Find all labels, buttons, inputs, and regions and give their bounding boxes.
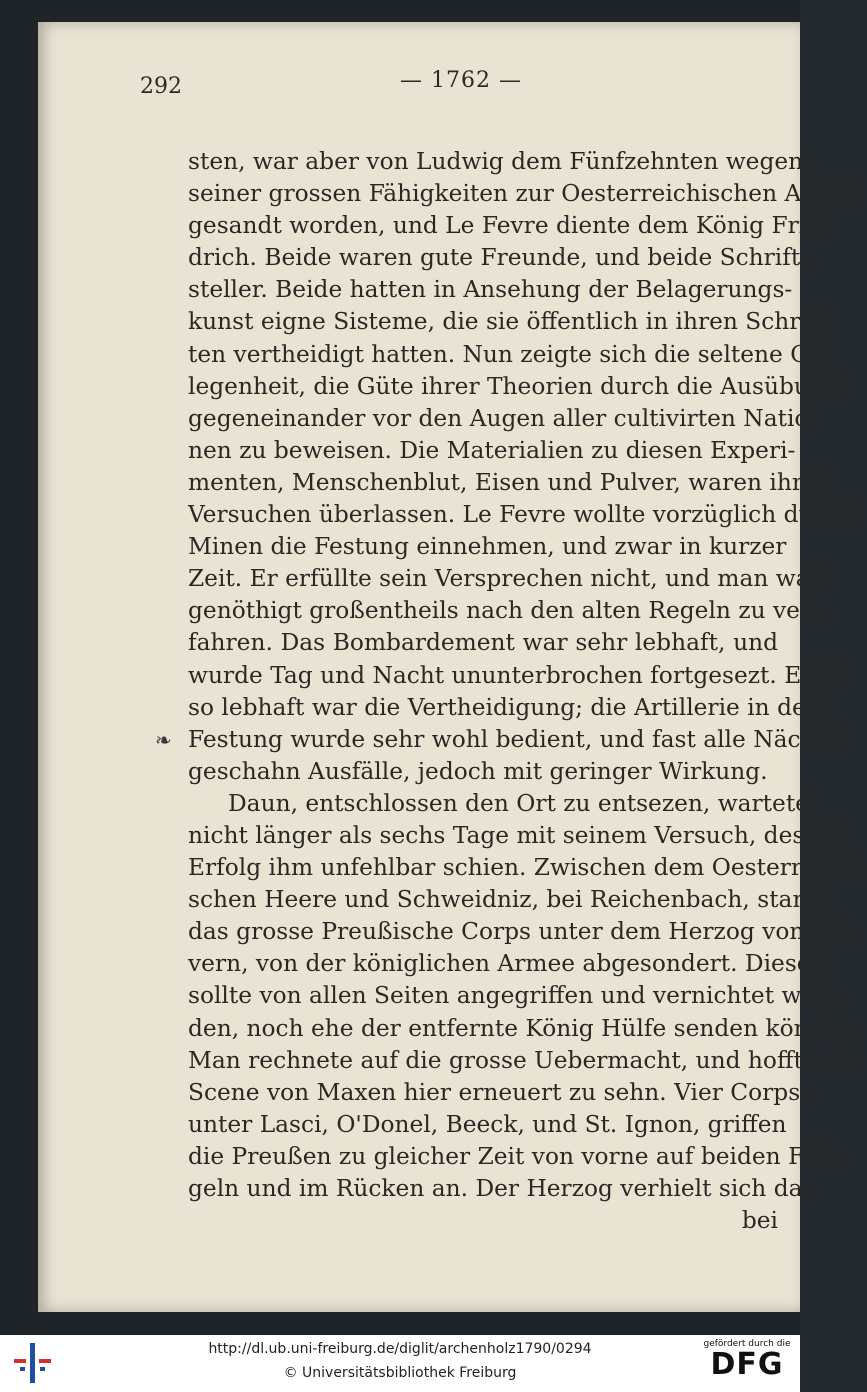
running-head-year: — 1762 — xyxy=(400,68,522,93)
margin-mark-icon: ❧ xyxy=(155,728,172,752)
text-line: menten, Menschenblut, Eisen und Pulver, waren ihren xyxy=(188,468,832,496)
text-line: Minen die Festung einnehmen, und zwar in kurzer xyxy=(188,533,787,561)
viewer-footer xyxy=(0,1335,800,1392)
text-line: nicht länger als sechs Tage mit seinem Versuch, dessen xyxy=(188,821,846,849)
source-url-link[interactable]: http://dl.ub.uni-freiburg.de/diglit/archenholz1790/0294 xyxy=(208,1341,592,1357)
text-line: gesandt worden, und Le Fevre diente dem König Frie- xyxy=(188,212,828,240)
text-line: Festung wurde sehr wohl bedient, und fast alle Nächte xyxy=(188,725,839,753)
text-line: vern, von der königlichen Armee abgesondert. Dieses xyxy=(188,950,823,978)
text-line: Daun, entschlossen den Ort zu entsezen, wartete xyxy=(228,789,809,817)
text-line: fahren. Das Bombardement war sehr lebhaft, und xyxy=(188,629,778,657)
text-line: den, noch ehe der entfernte König Hülfe senden könnte. xyxy=(188,1014,855,1042)
text-line: geschahn Ausfälle, jedoch mit geringer Wirkung. xyxy=(188,757,768,785)
text-line: so lebhaft war die Vertheidigung; die Artillerie in der xyxy=(188,693,817,721)
text-line: seiner grossen Fähigkeiten zur Oesterreichischen Armee xyxy=(188,180,863,208)
page-header xyxy=(140,68,740,108)
text-line: drich. Beide waren gute Freunde, und beide Schrift- xyxy=(188,244,809,272)
text-line: Scene von Maxen hier erneuert zu sehn. Vier Corps, xyxy=(188,1078,808,1106)
text-line: unter Lasci, O'Donel, Beeck, und St. Ignon, griffen xyxy=(188,1110,787,1138)
text-line: ten vertheidigt hatten. Nun zeigte sich die seltene Ge- xyxy=(188,340,831,368)
dfg-logo: DFG xyxy=(710,1347,784,1382)
catchword: bei xyxy=(741,1207,778,1235)
page-number: 292 xyxy=(140,74,182,99)
copyright-notice: © Universitätsbibliothek Freiburg xyxy=(283,1365,517,1381)
body-text xyxy=(188,146,867,1237)
text-line: wurde Tag und Nacht ununterbrochen fortgesezt. Eben xyxy=(188,661,845,689)
text-line: Man rechnete auf die grosse Uebermacht, und hoffte die xyxy=(188,1046,861,1074)
text-line: schen Heere und Schweidniz, bei Reichenbach, stand xyxy=(188,886,823,914)
text-line: gegeneinander vor den Augen aller cultivirten Natio- xyxy=(188,404,817,432)
text-line: genöthigt großentheils nach den alten Regeln zu ver- xyxy=(188,597,819,625)
text-line: das grosse Preußische Corps unter dem Herzog von Be- xyxy=(188,918,851,946)
text-line: geln und im Rücken an. Der Herzog verhielt sich da- xyxy=(188,1175,811,1202)
text-line: Versuchen überlassen. Le Fevre wollte vorzüglich durch xyxy=(188,501,853,529)
text-line: Erfolg ihm unfehlbar schien. Zwischen dem Oesterreichi- xyxy=(188,854,867,882)
text-line: sollte von allen Seiten angegriffen und vernichtet wer- xyxy=(188,982,835,1010)
text-line: Zeit. Er erfüllte sein Versprechen nicht, und man war xyxy=(188,565,821,593)
text-line: nen zu beweisen. Die Materialien zu diesen Experi- xyxy=(188,436,796,464)
text-line: kunst eigne Sisteme, die sie öffentlich in ihren Schrif- xyxy=(188,308,824,336)
text-line: die Preußen zu gleicher Zeit von vorne auf beiden Flü- xyxy=(188,1142,835,1170)
dfg-funding-note: gefördert durch die xyxy=(703,1339,791,1349)
dfg-badge xyxy=(702,1339,792,1381)
text-line: steller. Beide hatten in Ansehung der Belagerungs- xyxy=(188,276,793,304)
text-line: sten, war aber von Ludwig dem Fünfzehnten wegen xyxy=(188,148,804,175)
text-line: legenheit, die Güte ihrer Theorien durch die Ausübung xyxy=(188,372,839,400)
